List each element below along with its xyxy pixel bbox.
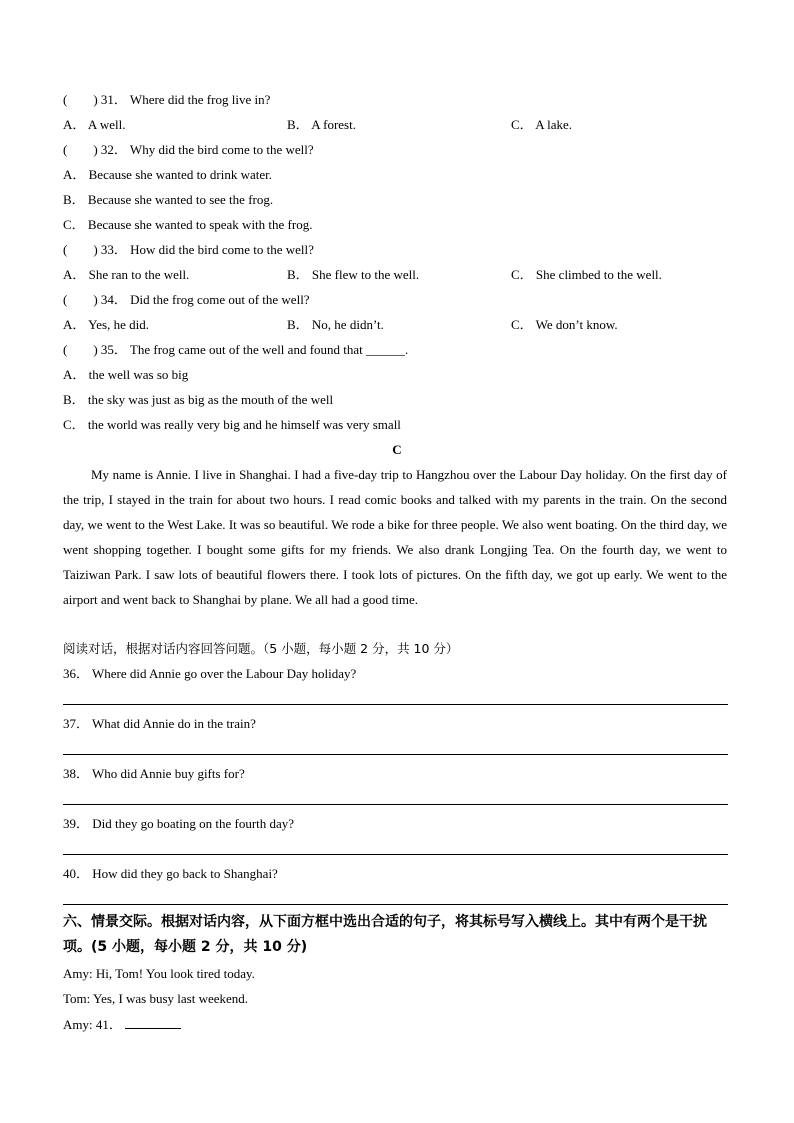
question-32-option-a: A． Because she wanted to drink water. xyxy=(63,167,273,182)
dialogue-line-3-text: Amy: 41． xyxy=(63,1017,122,1032)
question-35-stem: ( ) 35． The frog came out of the well and found that ______. xyxy=(63,342,409,357)
question-32-option-c: C． Because she wanted to speak with the frog. xyxy=(63,217,313,232)
question-40: 40． How did they go back to Shanghai? xyxy=(63,866,278,881)
dialogue-line-1: Amy: Hi, Tom! You look tired today. xyxy=(63,966,255,981)
question-35-option-b: B． the sky was just as big as the mouth of the well xyxy=(63,392,334,407)
answer-blank-41[interactable] xyxy=(125,1016,181,1029)
answer-line-38[interactable] xyxy=(63,804,728,805)
reading-passage: My name is Annie. I live in Shanghai. I had a five-day trip to Hangzhou over the Labour Day holiday. On the first day of the trip, I stayed in the train for about two hours. I read comic books and talked with my parents in the train. On the second day, we went to the West Lake. It was so beautiful. We rode a bike for three people. We also went boating. On the third day, we went shopping together. I bought some gifts for my friends. We also drank Longjing Tea. On the fourth day, we went to Taiziwan Park. I saw lots of beautiful flowers there. I took lots of pictures. On the fifth day, we got up early. We went to the airport and went back to Shanghai by plane. We all had a good time. xyxy=(63,467,727,607)
question-34-stem: ( ) 34． Did the frog come out of the well? xyxy=(63,292,310,307)
question-33-option-a: A． She ran to the well. xyxy=(63,267,190,282)
answer-line-37[interactable] xyxy=(63,754,728,755)
question-31-option-c: C． A lake. xyxy=(511,117,573,132)
section-c-instruction: 阅读对话，根据对话内容回答问题。（5 小题，每小题 2 分，共 10 分） xyxy=(63,641,459,656)
question-34-option-b: B． No, he didn’t. xyxy=(287,317,384,332)
answer-line-40[interactable] xyxy=(63,904,728,905)
section-c-title: C xyxy=(392,442,402,457)
question-32-stem: ( ) 32． Why did the bird come to the well? xyxy=(63,142,314,157)
question-38: 38． Who did Annie buy gifts for? xyxy=(63,766,245,781)
question-39: 39． Did they go boating on the fourth day? xyxy=(63,816,295,831)
question-37: 37． What did Annie do in the train? xyxy=(63,716,256,731)
answer-line-36[interactable] xyxy=(63,704,728,705)
section-6-heading: 六、情景交际。根据对话内容，从下面方框中选出合适的句子，将其标号写入横线上。其中有两个是干扰项。(5 小题，每小题 2 分，共 10 分) xyxy=(63,914,707,955)
question-31-option-b: B． A forest. xyxy=(287,117,356,132)
question-33-stem: ( ) 33． How did the bird come to the well? xyxy=(63,242,314,257)
question-32-option-b: B． Because she wanted to see the frog. xyxy=(63,192,274,207)
question-33-option-b: B． She flew to the well. xyxy=(287,267,420,282)
question-36: 36． Where did Annie go over the Labour Day holiday? xyxy=(63,666,357,681)
question-34-option-c: C． We don’t know. xyxy=(511,317,618,332)
question-31-option-a: A． A well. xyxy=(63,117,126,132)
question-35-option-a: A． the well was so big xyxy=(63,367,189,382)
dialogue-line-2: Tom: Yes, I was busy last weekend. xyxy=(63,991,249,1006)
question-34-option-a: A． Yes, he did. xyxy=(63,317,149,332)
answer-line-39[interactable] xyxy=(63,854,728,855)
question-35-option-c: C． the world was really very big and he himself was very small xyxy=(63,417,401,432)
question-31-stem: ( ) 31． Where did the frog live in? xyxy=(63,92,271,107)
dialogue-line-3 xyxy=(63,1016,181,1033)
question-33-option-c: C． She climbed to the well. xyxy=(511,267,662,282)
